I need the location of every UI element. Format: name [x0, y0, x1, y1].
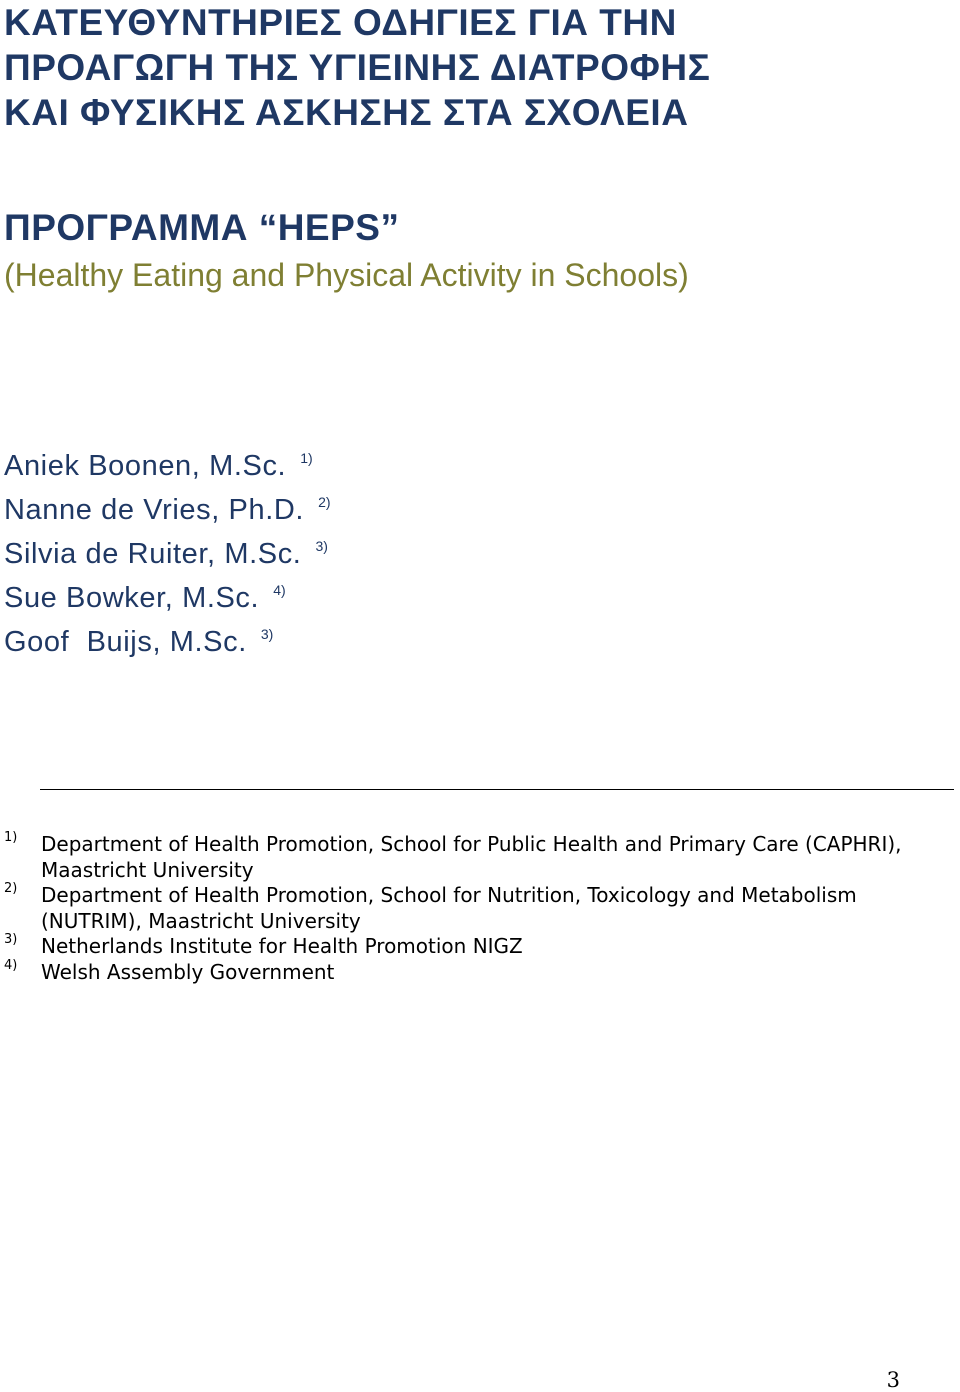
footnote: [4, 957, 958, 986]
author-affiliation-mark: 3): [315, 538, 328, 554]
footnote-mark: 1): [4, 830, 18, 845]
footnote: [4, 934, 958, 960]
footnote-text: Department of Health Promotion, School for Nutrition, Toxicology and Metabolism (NUTRIM), Maastricht University: [41, 883, 857, 933]
title-line: ΚΑΙ ΦΥΣΙΚΗΣ ΑΣΚΗΣΗΣ ΣΤΑ ΣΧΟΛΕΙΑ: [4, 92, 689, 133]
author-affiliation-mark: 1): [300, 450, 313, 466]
title-line: ΚΑΤΕΥΘΥΝΤΗΡΙΕΣ ΟΔΗΓΙΕΣ ΓΙΑ ΤΗΝ: [4, 2, 677, 43]
author-entry: [4, 616, 331, 660]
footnote: [4, 832, 958, 883]
author-entry: [4, 484, 331, 528]
author-name: Goof Buijs, M.Sc.: [4, 626, 247, 658]
program-subtitle: (Healthy Eating and Physical Activity in Schools): [4, 257, 689, 293]
author-entry: [4, 572, 331, 616]
document-title: [4, 0, 954, 135]
author-name: Sue Bowker, M.Sc.: [4, 582, 260, 614]
footnote-text: Welsh Assembly Government: [41, 959, 335, 984]
title-line: ΠΡΟΑΓΩΓΗ ΤΗΣ ΥΓΙΕΙΝΗΣ ΔΙΑΤΡΟΦΗΣ: [4, 47, 711, 88]
footnote-text: Department of Health Promotion, School for Public Health and Primary Care (CAPHRI), Maastricht University: [41, 832, 902, 882]
footnote: [4, 883, 958, 934]
author-name: Nanne de Vries, Ph.D.: [4, 494, 305, 526]
author-entry: [4, 440, 331, 484]
footnote-text: Netherlands Institute for Health Promotion NIGZ: [41, 934, 523, 958]
footnote-separator: [40, 789, 954, 790]
author-list: [4, 440, 331, 660]
author-name: Aniek Boonen, M.Sc.: [4, 450, 287, 482]
author-entry: [4, 528, 331, 572]
author-name: Silvia de Ruiter, M.Sc.: [4, 538, 302, 570]
footnote-list: [4, 832, 958, 985]
footnote-mark: 4): [4, 957, 18, 973]
footnote-mark: 2): [4, 881, 18, 896]
author-affiliation-mark: 4): [273, 582, 286, 598]
footnote-mark: 3): [4, 932, 18, 947]
page-number: 3: [886, 1368, 900, 1392]
program-title: ΠΡΟΓΡΑΜΜΑ “HEPS”: [4, 207, 400, 248]
author-affiliation-mark: 3): [260, 626, 274, 642]
author-affiliation-mark: 2): [318, 494, 331, 510]
